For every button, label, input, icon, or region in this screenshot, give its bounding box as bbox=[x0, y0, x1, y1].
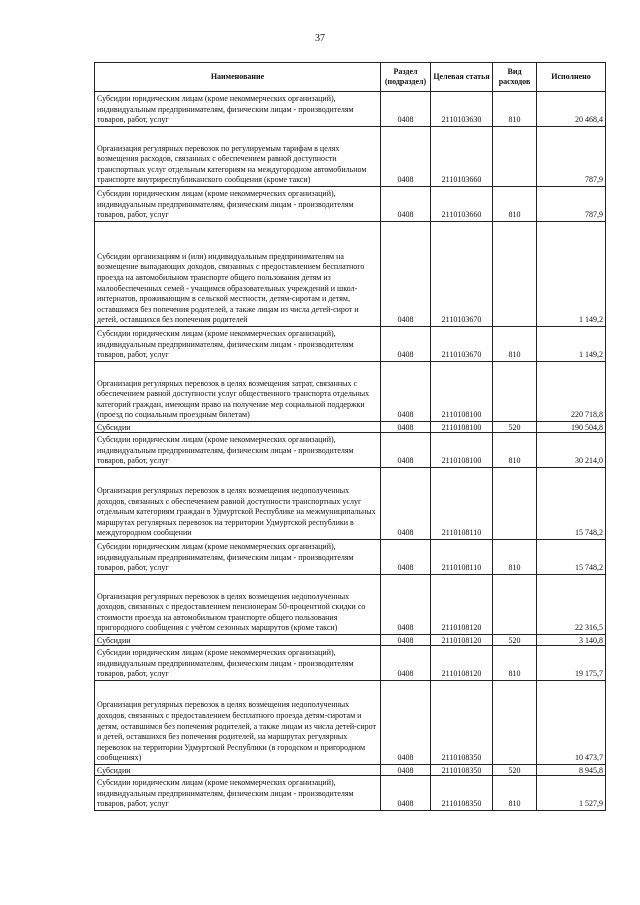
cell-article: 2110108110 bbox=[431, 540, 493, 575]
cell-amount: 1 149,2 bbox=[537, 222, 606, 327]
cell-article: 2110108350 bbox=[431, 681, 493, 765]
cell-article: 2110108120 bbox=[431, 635, 493, 646]
cell-amount: 15 748,2 bbox=[537, 468, 606, 540]
cell-amount: 10 473,7 bbox=[537, 681, 606, 765]
cell-name: Субсидии юридическим лицам (кроме некоммерческих организаций), индивидуальным предпринимателям, физическим лицам - производителям товаров, работ, услуг bbox=[95, 187, 381, 222]
cell-section: 0408 bbox=[381, 187, 431, 222]
cell-amount: 1 149,2 bbox=[537, 327, 606, 362]
cell-article: 2110103670 bbox=[431, 327, 493, 362]
table-row bbox=[95, 575, 606, 635]
header-article: Целевая статья bbox=[431, 63, 493, 92]
table-row bbox=[95, 92, 606, 127]
cell-name: Организация регулярных перевозок в целях возмещения затрат, связанных с обеспечением равной доступности услуг общественного транспорта отдельных категорий граждан, имеющим право на получение мер социальной поддержки (проезд по социальным проездным билетам) bbox=[95, 362, 381, 422]
cell-kind bbox=[493, 468, 537, 540]
cell-amount: 787,9 bbox=[537, 127, 606, 187]
cell-name: Субсидии юридическим лицам (кроме некоммерческих организаций), индивидуальным предпринимателям, физическим лицам - производителям товаров, работ, услуг bbox=[95, 646, 381, 681]
table-row bbox=[95, 362, 606, 422]
cell-kind: 520 bbox=[493, 422, 537, 433]
header-kind: Вид расходов bbox=[493, 63, 537, 92]
cell-article: 2110103660 bbox=[431, 127, 493, 187]
cell-section: 0408 bbox=[381, 222, 431, 327]
cell-section: 0408 bbox=[381, 327, 431, 362]
header-name: Наименование bbox=[95, 63, 381, 92]
cell-article: 2110108110 bbox=[431, 468, 493, 540]
cell-kind bbox=[493, 222, 537, 327]
cell-name: Субсидии юридическим лицам (кроме некоммерческих организаций), индивидуальным предпринимателям, физическим лицам - производителям товаров, работ, услуг bbox=[95, 92, 381, 127]
cell-kind: 810 bbox=[493, 187, 537, 222]
cell-amount: 1 527,9 bbox=[537, 776, 606, 811]
cell-amount: 15 748,2 bbox=[537, 540, 606, 575]
table-row bbox=[95, 327, 606, 362]
cell-kind: 810 bbox=[493, 540, 537, 575]
cell-name: Субсидии организациям и (или) индивидуальным предпринимателям на возмещение выпадающих доходов, связанных с предоставлением бесплатного проезда на автомобильном транспорте общего пользования детям из малообеспеченных семей - учащимся образовательных учреждений и школ-интернатов, проживающим в сельской местности, детям-сиротам и детям, оставшимся без попечения родителей, а также лицам из числа детей-сирот и детей, оставшихся без попечения родителей bbox=[95, 222, 381, 327]
cell-amount: 19 175,7 bbox=[537, 646, 606, 681]
cell-article: 2110108350 bbox=[431, 776, 493, 811]
table-row bbox=[95, 127, 606, 187]
cell-article: 2110108350 bbox=[431, 765, 493, 776]
cell-kind: 520 bbox=[493, 635, 537, 646]
table-header bbox=[95, 63, 606, 92]
cell-section: 0408 bbox=[381, 127, 431, 187]
cell-article: 2110103660 bbox=[431, 187, 493, 222]
table-row bbox=[95, 540, 606, 575]
cell-kind: 810 bbox=[493, 92, 537, 127]
cell-amount: 220 718,8 bbox=[537, 362, 606, 422]
header-section: Раздел (подраздел) bbox=[381, 63, 431, 92]
cell-article: 2110103630 bbox=[431, 92, 493, 127]
cell-kind: 810 bbox=[493, 646, 537, 681]
cell-name: Субсидии bbox=[95, 765, 381, 776]
cell-name: Организация регулярных перевозок в целях возмещения недополученных доходов, связанных с обеспечением равной доступности транспортных услуг отдельным категориям граждан в Удмуртской Республике на межмуниципальных маршрутах регулярных перевозок на территории Удмуртской республики в междугородном сообщении bbox=[95, 468, 381, 540]
cell-name: Организация регулярных перевозок в целях возмещения недополученных доходов, связанных с предоставлением пенсионерам 50-процентной скидки со стоимости проезда на автомобильном транспорте общего пользования пригородного сообщения с учётом сезонных маршрутов (кроме такси) bbox=[95, 575, 381, 635]
cell-amount: 3 140,8 bbox=[537, 635, 606, 646]
cell-section: 0408 bbox=[381, 468, 431, 540]
cell-amount: 22 316,5 bbox=[537, 575, 606, 635]
cell-kind bbox=[493, 681, 537, 765]
table-row bbox=[95, 681, 606, 765]
cell-section: 0408 bbox=[381, 646, 431, 681]
cell-section: 0408 bbox=[381, 635, 431, 646]
table-body bbox=[95, 92, 606, 811]
cell-kind: 810 bbox=[493, 776, 537, 811]
cell-kind bbox=[493, 362, 537, 422]
cell-kind: 810 bbox=[493, 327, 537, 362]
cell-section: 0408 bbox=[381, 765, 431, 776]
cell-amount: 8 945,8 bbox=[537, 765, 606, 776]
cell-article: 2110108100 bbox=[431, 362, 493, 422]
cell-amount: 30 214,0 bbox=[537, 433, 606, 468]
cell-name: Субсидии юридическим лицам (кроме некоммерческих организаций), индивидуальным предпринимателям, физическим лицам - производителям товаров, работ, услуг bbox=[95, 540, 381, 575]
cell-section: 0408 bbox=[381, 422, 431, 433]
cell-section: 0408 bbox=[381, 776, 431, 811]
cell-section: 0408 bbox=[381, 433, 431, 468]
cell-amount: 190 504,8 bbox=[537, 422, 606, 433]
cell-amount: 20 468,4 bbox=[537, 92, 606, 127]
cell-article: 2110108100 bbox=[431, 422, 493, 433]
table-row bbox=[95, 422, 606, 433]
table-row bbox=[95, 635, 606, 646]
table-row bbox=[95, 222, 606, 327]
cell-name: Субсидии юридическим лицам (кроме некоммерческих организаций), индивидуальным предпринимателям, физическим лицам - производителям товаров, работ, услуг bbox=[95, 776, 381, 811]
cell-name: Организация регулярных перевозок в целях возмещения недополученных доходов, связанных с предоставлением бесплатного проезда детям-сиротам и детям, оставшимся без попечения родителей, а также лицам из числа детей-сирот и детей, оставшихся без попечения родителей, на маршрутах регулярных перевозок на территории Удмуртской Республики (в городском и пригородном сообщениях) bbox=[95, 681, 381, 765]
cell-section: 0408 bbox=[381, 681, 431, 765]
cell-section: 0408 bbox=[381, 540, 431, 575]
cell-name: Субсидии bbox=[95, 635, 381, 646]
cell-kind: 520 bbox=[493, 765, 537, 776]
cell-name: Субсидии юридическим лицам (кроме некоммерческих организаций), индивидуальным предпринимателям, физическим лицам - производителям товаров, работ, услуг bbox=[95, 327, 381, 362]
cell-name: Субсидии юридическим лицам (кроме некоммерческих организаций), индивидуальным предпринимателям, физическим лицам - производителям товаров, работ, услуг bbox=[95, 433, 381, 468]
cell-article: 2110108120 bbox=[431, 575, 493, 635]
cell-section: 0408 bbox=[381, 575, 431, 635]
cell-article: 2110103670 bbox=[431, 222, 493, 327]
cell-section: 0408 bbox=[381, 92, 431, 127]
budget-execution-table bbox=[94, 62, 606, 811]
cell-kind bbox=[493, 575, 537, 635]
header-amount: Исполнено bbox=[537, 63, 606, 92]
table-row bbox=[95, 468, 606, 540]
cell-article: 2110108120 bbox=[431, 646, 493, 681]
table-row bbox=[95, 765, 606, 776]
cell-amount: 787,9 bbox=[537, 187, 606, 222]
cell-name: Организация регулярных перевозок по регулируемым тарифам в целях возмещения расходов, связанных с обеспечением равной доступности транспортных услуг отдельным категориям на междугородном автомобильном транспорте внутриреспубликанского сообщения (кроме такси) bbox=[95, 127, 381, 187]
table-row bbox=[95, 433, 606, 468]
cell-kind: 810 bbox=[493, 433, 537, 468]
table-row bbox=[95, 187, 606, 222]
cell-kind bbox=[493, 127, 537, 187]
cell-section: 0408 bbox=[381, 362, 431, 422]
table-row bbox=[95, 646, 606, 681]
page-number: 37 bbox=[315, 33, 325, 44]
table-row bbox=[95, 776, 606, 811]
cell-name: Субсидии bbox=[95, 422, 381, 433]
cell-article: 2110108100 bbox=[431, 433, 493, 468]
